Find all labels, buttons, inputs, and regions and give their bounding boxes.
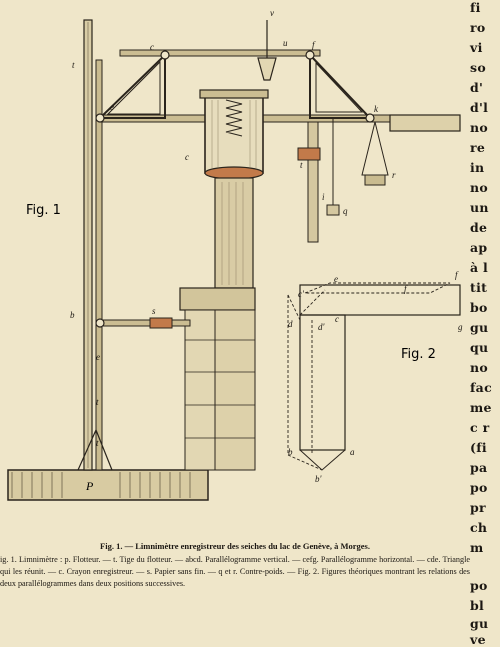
fig2-letter-c: c [335, 314, 339, 324]
side-line: ap [470, 240, 488, 255]
side-text-column [468, 0, 500, 647]
fig2-letter-b-prime: b' [315, 474, 322, 484]
letter-i: i [322, 192, 325, 202]
fig2-letter-f: f [455, 270, 458, 280]
letter-t-1: t [72, 60, 75, 70]
side-line: pr [470, 500, 486, 515]
letter-u: u [283, 38, 288, 48]
fig2-letter-g: g [458, 322, 463, 332]
side-line: un [470, 200, 489, 215]
fig2-letter-d: d [288, 319, 293, 329]
fig2-letter-d-prime: d' [318, 322, 325, 332]
fig2-letter-e: e [334, 274, 338, 284]
letter-b: b [70, 310, 75, 320]
side-line: gu [470, 320, 489, 335]
side-line: qu [470, 340, 489, 355]
fig2-letter-a: a [350, 447, 355, 457]
letter-P: P [86, 479, 94, 493]
fig1-label: Fig. 1 [26, 203, 61, 218]
side-line: po [470, 578, 488, 593]
side-line: vi [470, 40, 483, 55]
side-line: m [470, 540, 484, 555]
letter-q: q [343, 206, 348, 216]
side-line: in [470, 160, 485, 175]
fig2-letter-b: b [288, 447, 293, 457]
letter-t-2: t [96, 397, 99, 407]
letter-t-3: t [96, 438, 99, 448]
letter-c-drum: c [185, 152, 189, 162]
letter-s: s [152, 306, 156, 316]
side-line: tit [470, 280, 488, 295]
caption-body: ig. 1. Limnimètre : p. Flotteur. — t. Tige du flotteur. — abcd. Parallélogramme vertical. — cefg. Parallélogramme horizontal. — cde. Triangle qui les réunit. — c. Crayon enregistreur. — s. Papier sans fin. — q et r. Contre-poids. — Fig. 2. Figures théoriques montrant les relations des deux parallélogrammes dans deux positions successives. [0, 555, 470, 588]
fig2-letter-c-prime: c' [298, 289, 304, 299]
side-line: fac [470, 380, 492, 395]
side-line: c r [470, 420, 490, 435]
side-line: so [470, 60, 486, 75]
letter-c-top: c [150, 42, 154, 52]
side-line: no [470, 360, 489, 375]
side-line: de [470, 220, 488, 235]
side-line: no [470, 180, 489, 195]
side-line: me [470, 400, 492, 415]
side-line: gu [470, 616, 489, 631]
side-line: re [470, 140, 486, 155]
letter-v: v [270, 8, 274, 18]
letter-t-4: t [300, 160, 303, 170]
side-line: fi [470, 0, 481, 15]
side-line: d' [470, 80, 484, 95]
letter-e-top: e [110, 102, 114, 112]
side-line: pa [470, 460, 488, 475]
fig2-label: Fig. 2 [401, 347, 436, 362]
side-line: ro [470, 20, 486, 35]
side-line: po [470, 480, 488, 495]
side-line: no [470, 120, 489, 135]
side-line: bl [470, 598, 485, 613]
letter-r: r [392, 170, 396, 180]
side-line: d'l [470, 100, 489, 115]
side-line: à l [470, 260, 489, 275]
side-line: bo [470, 300, 488, 315]
letter-k: k [374, 104, 378, 114]
caption-title: Fig. 1. — Limnimètre enregistreur des seiches du lac de Genève, à Morges. [100, 541, 370, 551]
figure-caption [0, 540, 470, 590]
side-line: ve [470, 632, 486, 647]
fig2-letter-f-inner: f [404, 284, 407, 294]
letter-e-mid: e [96, 352, 100, 362]
side-line: (fi [470, 440, 487, 455]
side-line: ch [470, 520, 488, 535]
letter-f: f [312, 40, 315, 50]
